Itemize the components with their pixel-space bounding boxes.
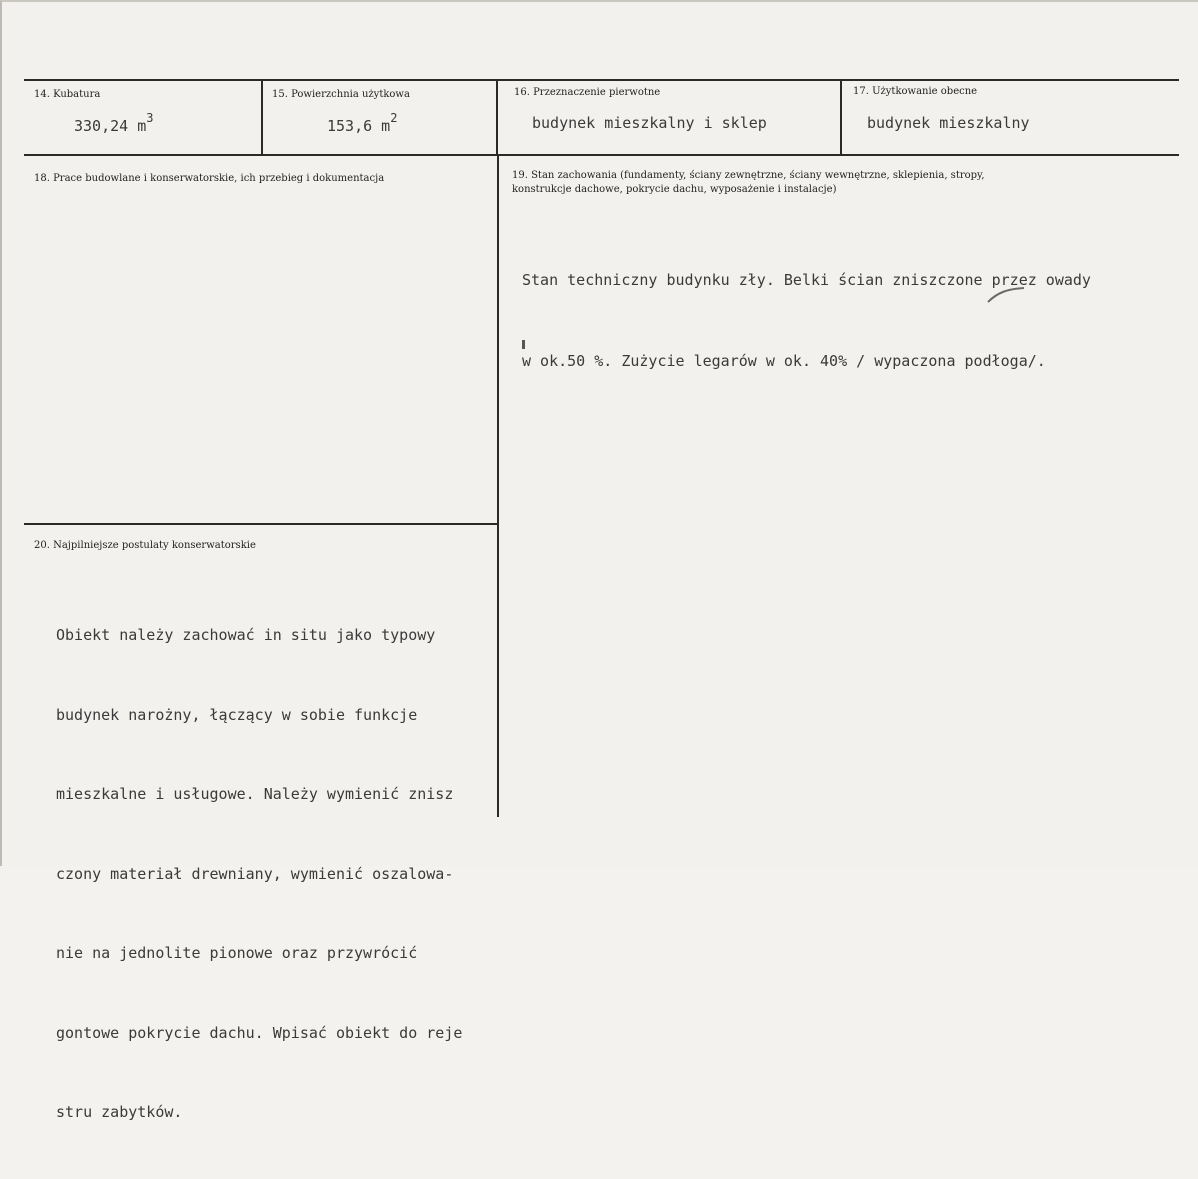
left-section-rule [24,523,498,525]
divider-16-17 [840,79,842,156]
kubatura-label: 14. Kubatura [34,89,101,100]
kubatura-value [74,111,154,135]
stan-text-line: w ok.50 %. Zużycie legarów w ok. 40% / wypaczona podłoga/. [522,352,1046,370]
powierzchnia-number: 153,6 m [327,117,391,135]
powierzchnia-exponent: 2 [390,111,398,125]
postulaty-text-line: budynek narożny, łączący w sobie funkcje [56,705,418,724]
stan-text [522,213,1091,429]
postulaty-label: 20. Najpilniejsze postulaty konserwatorskie [34,540,256,551]
stan-label-line1: 19. Stan zachowania (fundamenty, ściany zewnętrzne, ściany wewnętrzne, sklepienia, stropy, [512,170,985,181]
pencil-stroke-mark [986,284,1028,306]
postulaty-text-line: czony materiał drewniany, wymienić oszalowa- [56,864,454,883]
powierzchnia-value [327,111,398,135]
prace-label: 18. Prace budowlane i konserwatorskie, ich przebieg i dokumentacja [34,173,385,184]
main-column-divider [497,154,499,817]
postulaty-text-line: stru zabytków. [56,1103,183,1121]
uzytkowanie-value: budynek mieszkalny [867,114,1030,132]
stan-text-line: Stan techniczny budynku zły. Belki ścian zniszczone przez owady [522,271,1091,289]
header-bottom-rule [24,154,1179,156]
top-rule [24,79,1179,81]
kubatura-exponent: 3 [146,111,154,125]
stan-label-line2: konstrukcje dachowe, pokrycie dachu, wyposażenie i instalacje) [512,184,837,195]
kubatura-number: 330,24 m [74,117,147,135]
divider-14-15 [261,79,263,156]
uzytkowanie-label: 17. Użytkowanie obecne [853,86,978,97]
powierzchnia-label: 15. Powierzchnia użytkowa [272,89,410,100]
divider-15-16 [496,79,498,156]
postulaty-text-line: mieszkalne i usługowe. Należy wymienić znisz [56,785,454,803]
postulaty-text-line: nie na jednolite pionowe oraz przywrócić [56,944,418,962]
postulaty-text [56,569,462,1179]
przeznaczenie-value: budynek mieszkalny i sklep [532,114,767,132]
postulaty-text-line: Obiekt należy zachować in situ jako typowy [56,626,436,644]
postulaty-text-line: gontowe pokrycie dachu. Wpisać obiekt do reje [56,1023,463,1042]
ink-dot-mark [522,340,525,349]
przeznaczenie-label: 16. Przeznaczenie pierwotne [514,87,661,98]
